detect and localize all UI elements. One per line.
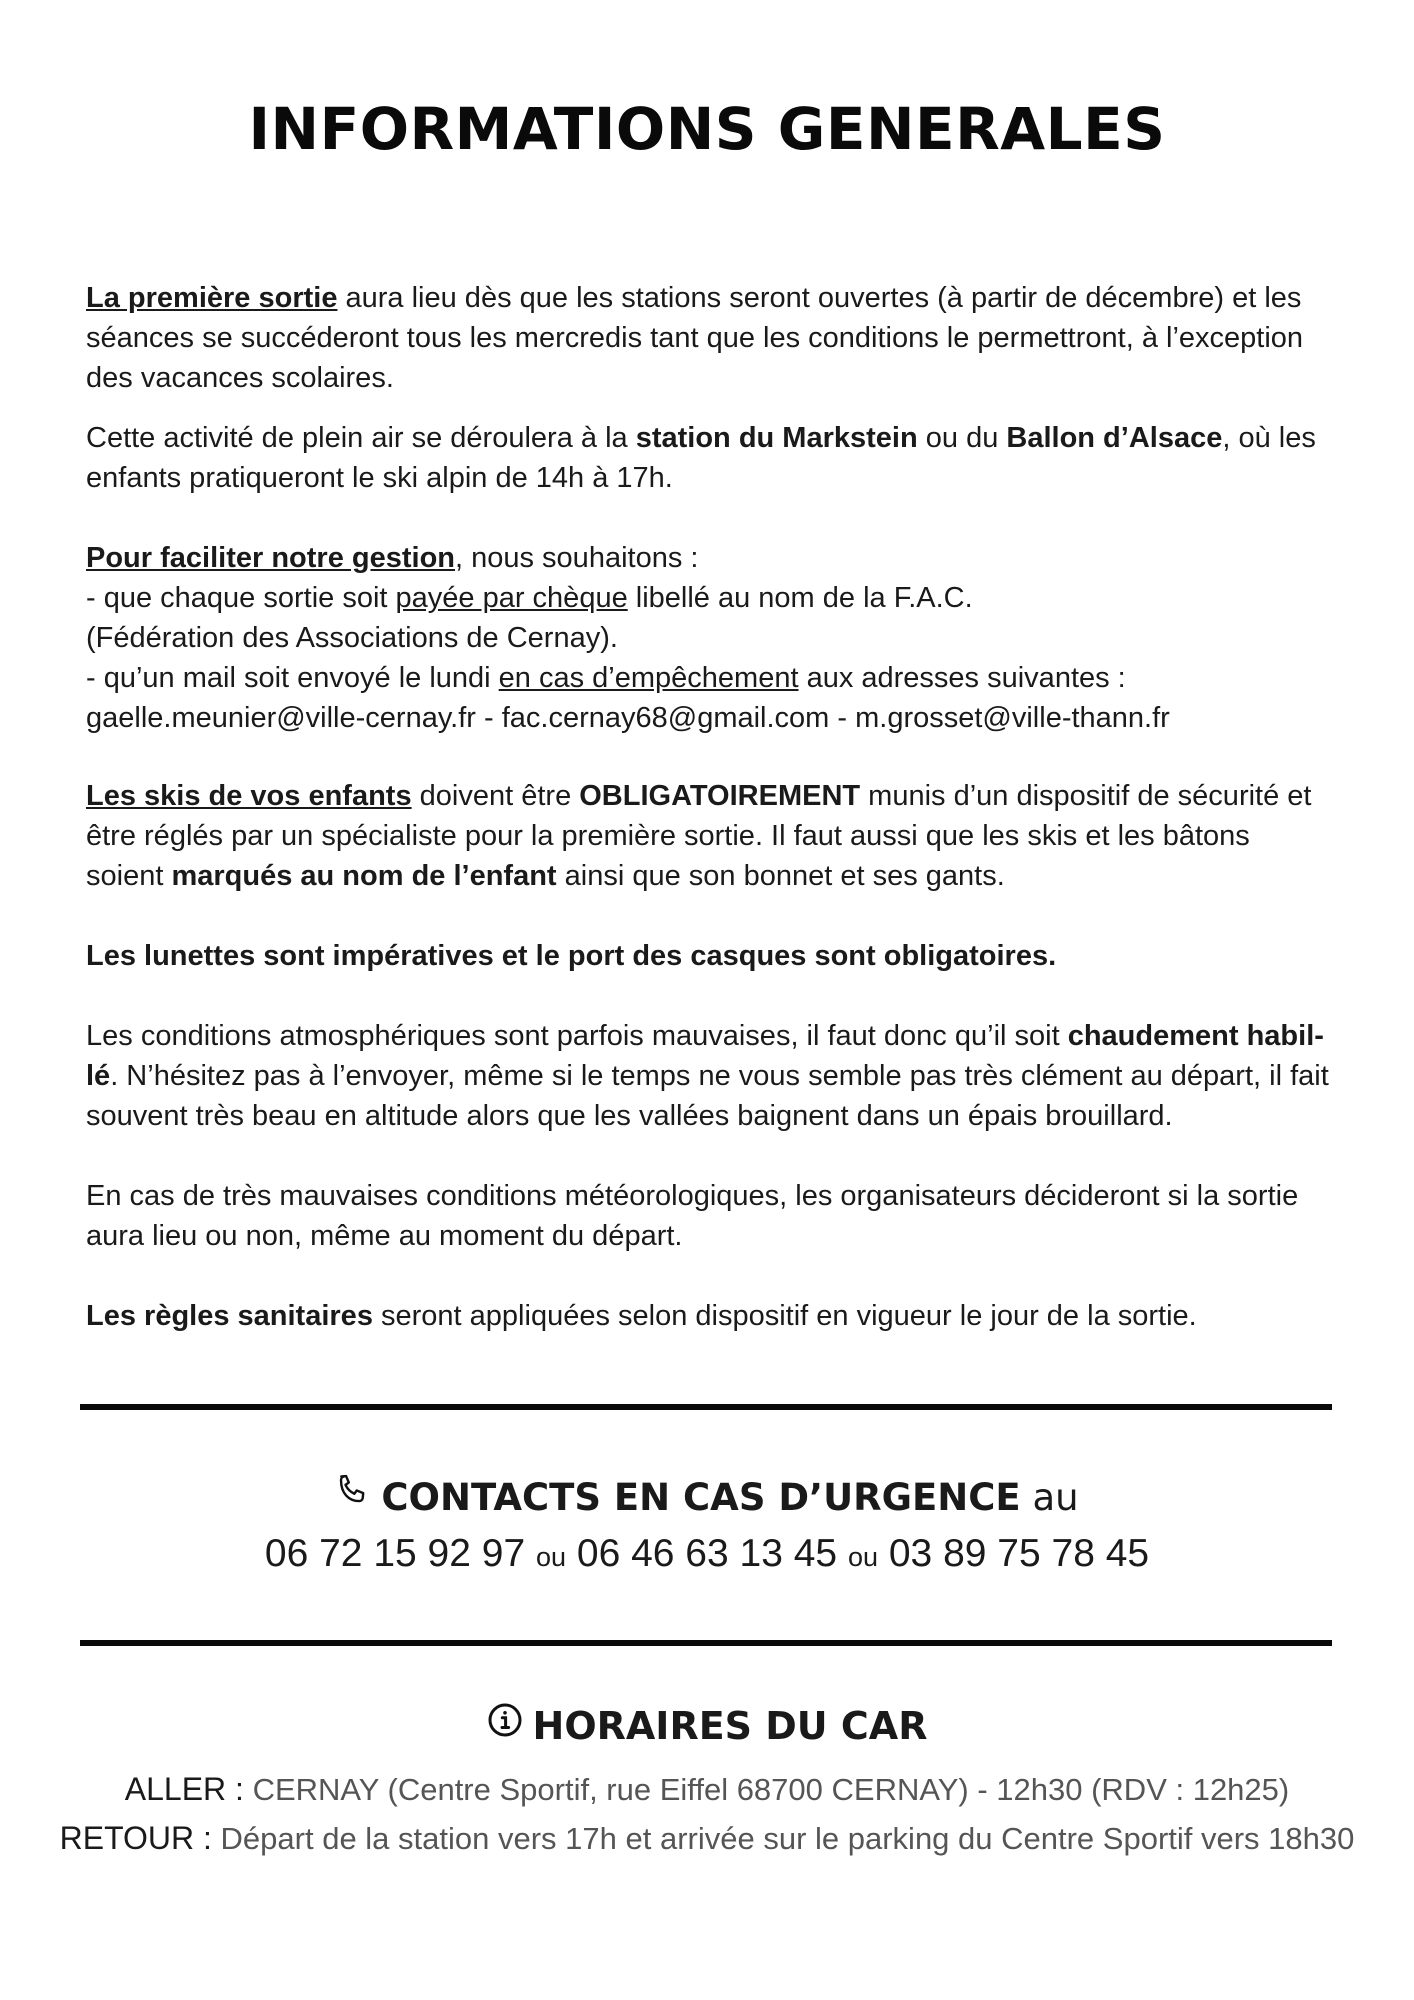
lead-skis: Les skis de vos enfants (86, 780, 412, 812)
phone-icon (335, 1470, 371, 1522)
contacts-suffix: au (1020, 1476, 1079, 1519)
horaires-title: HORAIRES DU CAR (532, 1704, 928, 1748)
paragraph-sanitaires (86, 1296, 1330, 1336)
text-regles-sanitaires: Les règles sanitaires (86, 1300, 373, 1332)
text-mail-b: aux adresses suivantes : (798, 662, 1126, 694)
paragraph-lunettes (86, 936, 1330, 976)
text-skis-a: doivent être (411, 780, 580, 812)
info-icon (487, 1699, 523, 1751)
text-skis-c: munis d’un dispositif de sécurité et être réglés par un spécialiste pour la première sortie. Il faut aussi que les skis et les bâtons soient (86, 780, 1312, 892)
paragraph-meteo (86, 1176, 1330, 1256)
lead-gestion: Pour faciliter notre gestion (86, 542, 455, 574)
lead-premiere-sortie: La première sortie (86, 282, 338, 314)
station-markstein: station du Markstein (635, 422, 918, 454)
paragraph-premiere-sortie (86, 278, 1330, 398)
text-cheque-b: libellé au nom de la F.A.C. (627, 582, 973, 614)
retour-text: Départ de la station vers 17h et arrivée sur le parking du Centre Sportif vers 18h30 (220, 1820, 1355, 1856)
text-cheque-a: - que chaque sortie soit (86, 582, 396, 614)
email-addresses: gaelle.meunier@ville-cernay.fr - fac.cernay68@gmail.com - m.grosset@ville-thann.fr (86, 702, 1170, 734)
or-label-1: ou (535, 1541, 567, 1572)
paragraph-conditions (86, 1016, 1330, 1136)
phone-number-3[interactable]: 03 89 75 78 45 (888, 1531, 1150, 1575)
or-label-2: ou (847, 1541, 879, 1572)
text-activite-a: Cette activité de plein air se déroulera à la (86, 422, 636, 454)
station-ballon: Ballon d’Alsace (1006, 422, 1223, 454)
phone-number-2[interactable]: 06 46 63 13 45 (576, 1531, 838, 1575)
text-premiere-sortie: aura lieu dès que les stations seront ouvertes (à partir de décembre) et les séances se succéderont tous les mercredis tant que les conditions le permettront, à l’exception des vacances scolaires. (86, 282, 1304, 394)
text-conditions-a: Les conditions atmosphériques sont parfois mauvaises, il faut donc qu’il soit (86, 1020, 1068, 1052)
text-skis-marques: marqués au nom de l’enfant (171, 860, 557, 892)
contacts-title: CONTACTS EN CAS D’URGENCE (381, 1476, 1021, 1519)
horaires-section (0, 1700, 1414, 1863)
contacts-section (0, 1472, 1414, 1583)
paragraph-activite (86, 418, 1330, 498)
page-title: INFORMATIONS GENERALES (248, 95, 1166, 163)
retour-label: RETOUR : (59, 1819, 212, 1856)
text-cheque-underlined: payée par chèque (395, 582, 628, 614)
text-mail-underlined: en cas d’empêchement (498, 662, 799, 694)
divider-bottom (80, 1640, 1332, 1646)
text-lunettes: Les lunettes sont impératives et le port des casques sont obligatoires. (86, 940, 1057, 972)
paragraph-skis (86, 776, 1330, 896)
text-gestion-intro: , nous souhaitons : (455, 542, 699, 574)
text-meteo: En cas de très mauvaises conditions météorologiques, les organisateurs décideront si la sortie aura lieu ou non, même au moment du départ. (86, 1180, 1299, 1252)
text-obligatoirement: OBLIGATOIREMENT (579, 780, 861, 812)
text-activite-d: , où les enfants pratiqueront le ski alpin de 14h à 17h. (86, 422, 1316, 494)
text-federation: (Fédération des Associations de Cernay). (86, 622, 618, 654)
text-conditions-c: . N’hésitez pas à l’envoyer, même si le temps ne vous semble pas très clément au départ, il fait souvent très beau en altitude alors que les vallées baignent dans un épais brouillard. (86, 1060, 1329, 1132)
paragraph-gestion (86, 538, 1330, 738)
aller-label: ALLER : (124, 1770, 244, 1807)
divider-top (80, 1404, 1332, 1410)
text-sanitaires-rest: seront appliquées selon dispositif en vigueur le jour de la sortie. (372, 1300, 1197, 1332)
text-chaudement: chaudement habillé (86, 1020, 1324, 1092)
text-skis-e: ainsi que son bonnet et ses gants. (556, 860, 1005, 892)
aller-text: CERNAY (Centre Sportif, rue Eiffel 68700 CERNAY) - 12h30 (RDV : 12h25) (252, 1771, 1290, 1807)
text-mail-a: - qu’un mail soit envoyé le lundi (86, 662, 499, 694)
phone-number-1[interactable]: 06 72 15 92 97 (264, 1531, 526, 1575)
text-activite-c: ou du (917, 422, 1007, 454)
